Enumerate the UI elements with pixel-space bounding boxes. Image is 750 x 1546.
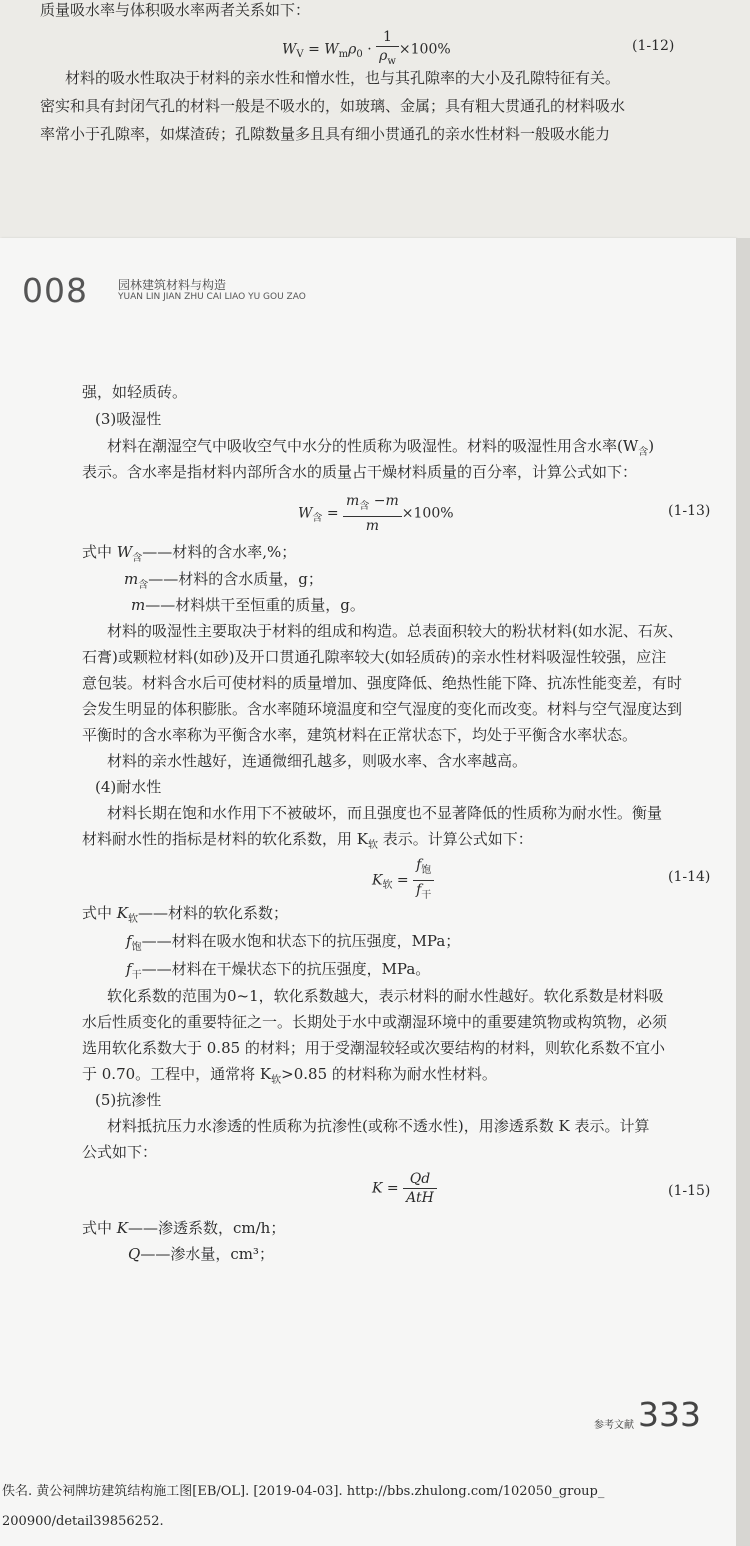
- text-line: 平衡时的含水率称为平衡含水率，建筑材料在正常状态下，均处于平衡含水率状态。: [82, 726, 638, 744]
- text-line: 于 0.70。工程中，通常将 $K_软>0.85$ 的材料称为耐水性材料。: [82, 1065, 497, 1086]
- equation-number-1-12: (1-12): [632, 38, 675, 54]
- where-line: 式中 $W_含——$材料的含水率,%；: [82, 543, 297, 564]
- book-title: 园林建筑材料与构造: [118, 278, 227, 292]
- where-line: 式中 $K_软——$材料的软化系数；: [82, 904, 289, 925]
- section-heading-5: (5)抗渗性: [95, 1091, 162, 1109]
- text-line: 公式如下：: [82, 1143, 158, 1161]
- equation-number-1-14: (1-14): [668, 869, 711, 885]
- text-line: 强，如轻质砖。: [82, 383, 188, 401]
- where-line: $f_干——$材料在干燥状态下的抗压强度，MPa。: [126, 960, 431, 981]
- main-page: [0, 238, 736, 1546]
- section-heading-4: (4)耐水性: [95, 778, 162, 796]
- section-heading-3: (3)吸湿性: [95, 410, 162, 428]
- where-line: m——材料烘干至恒重的质量，g。: [131, 596, 365, 614]
- top-paragraph-line-2: 密实和具有封闭气孔的材料一般是不吸水的，如玻璃、金属；具有粗大贯通孔的材料吸水: [40, 97, 626, 115]
- text-line: 软化系数的范围为0~1，软化系数越大，表示材料的耐水性越好。软化系数是材料吸: [107, 987, 664, 1005]
- upper-page: [0, 0, 750, 238]
- equation-1-12: $W_V = W_m\rho_0$ · $\frac{1}{\rho_w}$ ×100%: [282, 29, 451, 67]
- equation-number-1-15: (1-15): [668, 1183, 711, 1199]
- equation-1-13: $W_含$ = $\frac{m_含 -m}{m}$ ×100%: [298, 493, 454, 534]
- chapter-page-number: 008: [22, 271, 88, 310]
- citation-line-2: 200900/detail39856252.: [2, 1514, 164, 1529]
- equation-number-1-13: (1-13): [668, 503, 711, 519]
- text-line: 选用软化系数大于 0.85 的材料；用于受潮湿较轻或次要结构的材料，则软化系数不宜小: [82, 1039, 665, 1057]
- top-paragraph-line-3: 率常小于孔隙率，如煤渣砖；孔隙数量多且具有细小贯通孔的亲水性材料一般吸水能力: [40, 125, 611, 143]
- text-line: 材料耐水性的指标是材料的软化系数，用 $K_软$ 表示。计算公式如下：: [82, 830, 533, 851]
- text-line: 表示。含水率是指材料内部所含水的质量占干燥材料质量的百分率，计算公式如下：: [82, 463, 638, 481]
- equation-1-15: K = $\frac{Qd}{\text{AtH}}$: [372, 1170, 437, 1207]
- text-line: 水后性质变化的重要特征之一。长期处于水中或潮湿环境中的重要建筑物或构筑物，必须: [82, 1013, 668, 1031]
- text-line: 石膏)或颗粒材料(如砂)及开口贯通孔隙率较大(如轻质砖)的亲水性材料吸湿性较强，应注: [82, 648, 667, 666]
- page-edge: [736, 238, 750, 1546]
- citation-line-1: 佚名. 黄公祠牌坊建筑结构施工图[EB/OL]. [2019-04-03]. http://bbs.zhulong.com/102050_group_: [2, 1484, 605, 1499]
- references-label: 参考文献: [594, 1420, 634, 1431]
- where-line: $m_含——$材料的含水质量，g；: [124, 570, 323, 591]
- text-line: 材料的亲水性越好，连通微细孔越多，则吸水率、含水率越高。: [107, 752, 528, 770]
- text-line: 材料抵抗压力水渗透的性质称为抗渗性(或称不透水性)，用渗透系数 K 表示。计算: [107, 1117, 650, 1135]
- where-line: $f_饱——$材料在吸水饱和状态下的抗压强度，MPa；: [126, 932, 461, 953]
- text-line: 会发生明显的体积膨胀。含水率随环境温度和空气湿度的变化而改变。材料与空气湿度达到: [82, 700, 683, 718]
- top-paragraph-line-1: 材料的吸水性取决于材料的亲水性和憎水性，也与其孔隙率的大小及孔隙特征有关。: [65, 69, 621, 87]
- top-line-1: 质量吸水率与体积吸水率两者关系如下：: [40, 1, 311, 19]
- text-line: 材料在潮湿空气中吸收空气中水分的性质称为吸湿性。材料的吸湿性用含水率$(W_含)$: [107, 437, 655, 458]
- text-line: 材料的吸湿性主要取决于材料的组成和构造。总表面积较大的粉状材料(如水泥、石灰、: [107, 622, 683, 640]
- text-line: 意包装。材料含水后可使材料的质量增加、强度降低、绝热性能下降、抗冻性能变差，有时: [82, 674, 683, 692]
- where-line: 式中 K——渗透系数，cm/h；: [82, 1219, 286, 1237]
- text-line: 材料长期在饱和水作用下不被破坏，而且强度也不显著降低的性质称为耐水性。衡量: [107, 804, 663, 822]
- where-line: Q——渗水量，cm³；: [128, 1245, 274, 1263]
- page-number: 333: [638, 1395, 701, 1434]
- book-title-pinyin: YUAN LIN JIAN ZHU CAI LIAO YU GOU ZAO: [118, 292, 306, 302]
- equation-1-14: $K_软$ = $\frac{f_饱}{f_干}$: [372, 856, 434, 905]
